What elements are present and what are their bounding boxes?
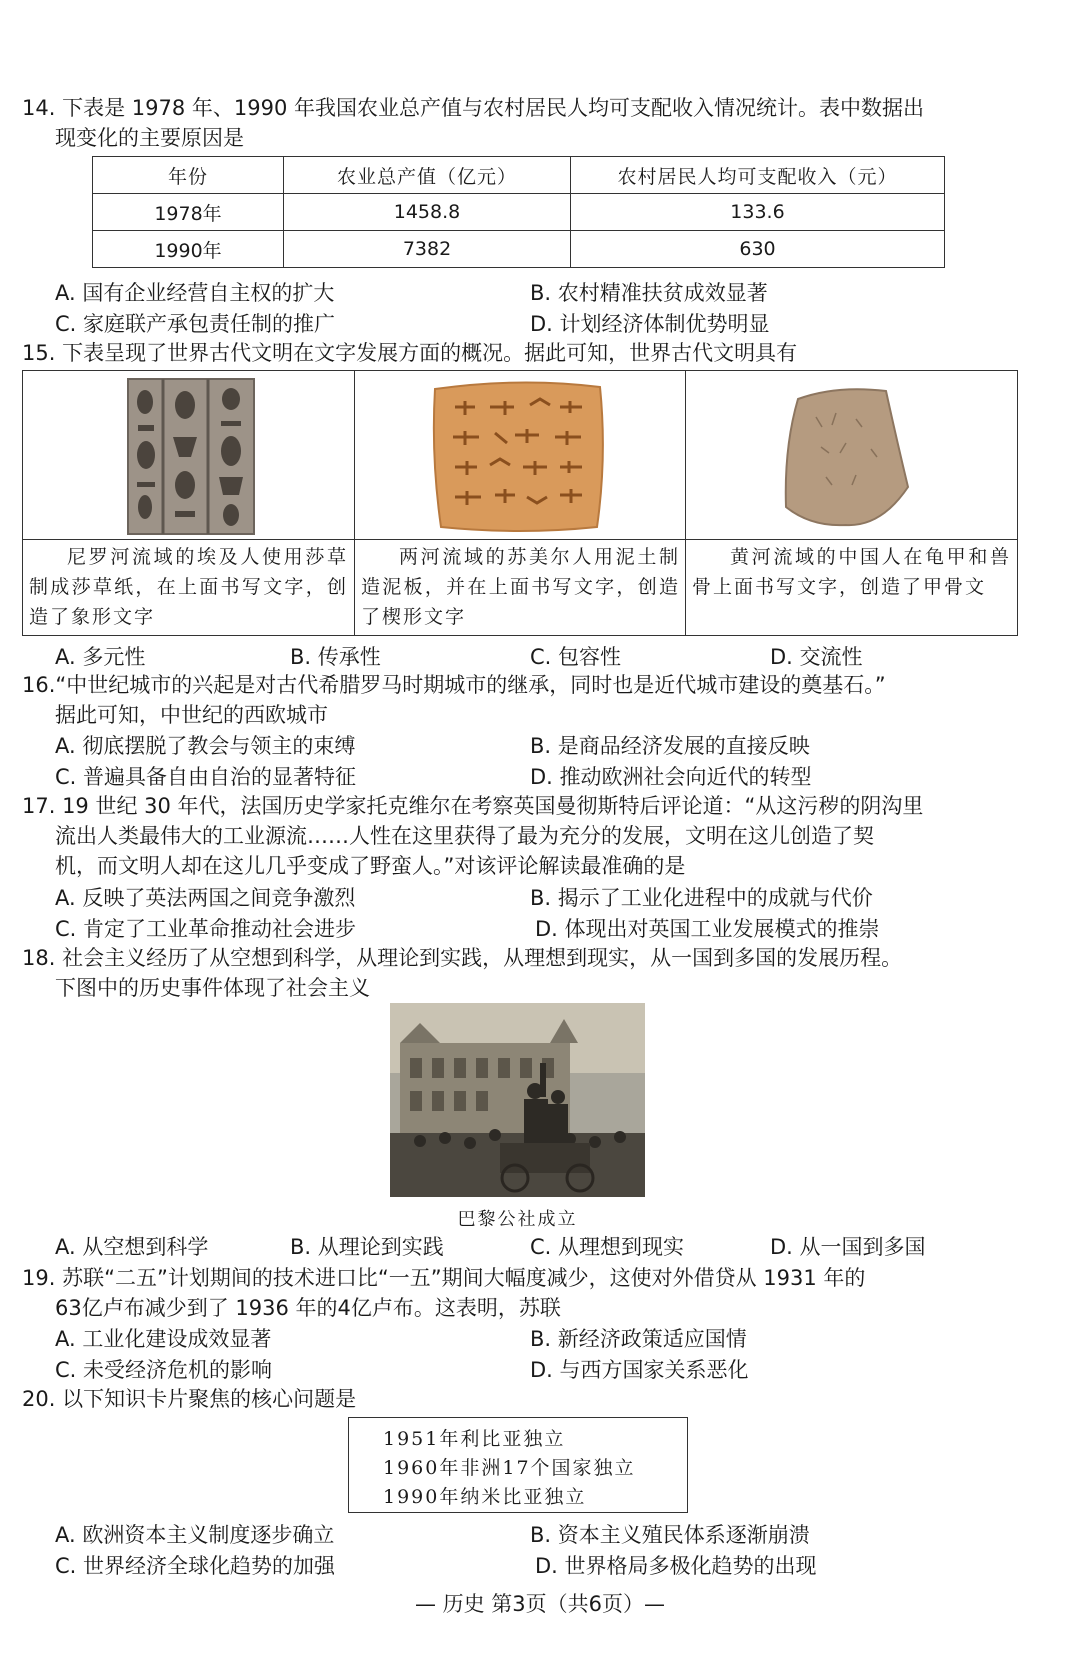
civilization-cell-china bbox=[685, 371, 1017, 635]
option-d[interactable]: D. 计划经济体制优势明显 bbox=[530, 312, 770, 336]
question-16-stem-line2: 据此可知，中世纪的西欧城市 bbox=[55, 703, 328, 727]
table-header-cell: 农村居民人均可支配收入（元） bbox=[571, 157, 945, 194]
question-19-stem-line1: 19. 苏联“二五”计划期间的技术进口比“一五”期间大幅度减少，这使对外借贷从 1931 年的 bbox=[22, 1266, 866, 1290]
image-caption: 巴黎公社成立 bbox=[457, 1209, 578, 1230]
table-header-cell: 农业总产值（亿元） bbox=[284, 157, 571, 194]
option-a[interactable]: A. 从空想到科学 bbox=[55, 1235, 209, 1259]
civilization-text-egypt: 尼罗河流域的埃及人使用莎草制成莎草纸，在上面书写文字，创造了象形文字 bbox=[23, 539, 354, 635]
question-17 bbox=[22, 791, 1052, 881]
option-a[interactable]: A. 彻底摆脱了教会与领主的束缚 bbox=[55, 734, 356, 758]
question-17-stem-line1: 17. 19 世纪 30 年代，法国历史学家托克维尔在考察英国曼彻斯特后评论道：“从这污秽的阴沟里 bbox=[22, 794, 924, 818]
table-row bbox=[93, 231, 945, 268]
question-15-stem: 15. 下表呈现了世界古代文明在文字发展方面的概况。据此可知，世界古代文明具有 bbox=[22, 341, 798, 365]
table-cell: 1990年 bbox=[93, 231, 284, 268]
option-d[interactable]: D. 世界格局多极化趋势的出现 bbox=[535, 1554, 817, 1578]
option-a[interactable]: A. 国有企业经营自主权的扩大 bbox=[55, 281, 335, 305]
option-b[interactable]: B. 是商品经济发展的直接反映 bbox=[530, 734, 810, 758]
question-15 bbox=[22, 338, 1052, 368]
option-a[interactable]: A. 多元性 bbox=[55, 645, 146, 669]
option-b[interactable]: B. 农村精准扶贫成效显著 bbox=[530, 281, 768, 305]
option-b[interactable]: B. 资本主义殖民体系逐渐崩溃 bbox=[530, 1523, 810, 1547]
option-c[interactable]: C. 家庭联产承包责任制的推广 bbox=[55, 312, 336, 336]
option-c[interactable]: C. 肯定了工业革命推动社会进步 bbox=[55, 917, 357, 941]
question-18 bbox=[22, 943, 1052, 1003]
option-c[interactable]: C. 普遍具备自由自治的显著特征 bbox=[55, 765, 357, 789]
option-c[interactable]: C. 从理想到现实 bbox=[530, 1235, 685, 1259]
oracle-bone-image bbox=[686, 377, 1017, 537]
option-d[interactable]: D. 交流性 bbox=[770, 645, 863, 669]
question-20 bbox=[22, 1384, 1052, 1414]
question-14 bbox=[22, 93, 1052, 153]
table-cell: 7382 bbox=[284, 231, 571, 268]
paris-commune-engraving bbox=[390, 1003, 645, 1197]
civilization-text-china: 黄河流域的中国人在龟甲和兽骨上面书写文字，创造了甲骨文 bbox=[686, 539, 1017, 635]
option-d[interactable]: D. 推动欧洲社会向近代的转型 bbox=[530, 765, 812, 789]
card-line: 1951年利比亚独立 bbox=[383, 1428, 566, 1450]
option-d[interactable]: D. 体现出对英国工业发展模式的推崇 bbox=[535, 917, 880, 941]
question-16 bbox=[22, 670, 1052, 730]
option-c[interactable]: C. 世界经济全球化趋势的加强 bbox=[55, 1554, 336, 1578]
option-a[interactable]: A. 反映了英法两国之间竞争激烈 bbox=[55, 886, 356, 910]
knowledge-card bbox=[348, 1417, 688, 1513]
table-cell: 1978年 bbox=[93, 194, 284, 231]
table-cell: 630 bbox=[571, 231, 945, 268]
table-cell: 133.6 bbox=[571, 194, 945, 231]
page-footer: — 历史 第3页（共6页）— bbox=[414, 1592, 666, 1616]
card-line: 1960年非洲17个国家独立 bbox=[383, 1457, 636, 1479]
option-c[interactable]: C. 包容性 bbox=[530, 645, 622, 669]
question-14-stem-line2: 现变化的主要原因是 bbox=[55, 126, 244, 150]
option-a[interactable]: A. 工业化建设成效显著 bbox=[55, 1327, 272, 1351]
civilization-cell-egypt bbox=[23, 371, 354, 635]
civilization-table bbox=[22, 370, 1018, 636]
question-19-stem-line2: 63亿卢布减少到了 1936 年的4亿卢布。这表明，苏联 bbox=[55, 1296, 561, 1320]
option-c[interactable]: C. 未受经济危机的影响 bbox=[55, 1358, 273, 1382]
question-17-stem-line3: 机，而文明人却在这儿几乎变成了野蛮人。”对该评论解读最准确的是 bbox=[55, 854, 686, 878]
civilization-cell-mesopotamia bbox=[354, 371, 686, 635]
hieroglyph-stone-image bbox=[23, 377, 354, 537]
question-20-stem: 20. 以下知识卡片聚焦的核心问题是 bbox=[22, 1387, 357, 1411]
option-a[interactable]: A. 欧洲资本主义制度逐步确立 bbox=[55, 1523, 335, 1547]
option-b[interactable]: B. 新经济政策适应国情 bbox=[530, 1327, 747, 1351]
question-14-stem-line1: 14. 下表是 1978 年、1990 年我国农业总产值与农村居民人均可支配收入情况统计。表中数据出 bbox=[22, 96, 924, 120]
option-b[interactable]: B. 传承性 bbox=[290, 645, 381, 669]
table-header-row bbox=[93, 157, 945, 194]
civilization-text-mesopotamia: 两河流域的苏美尔人用泥土制造泥板，并在上面书写文字，创造了楔形文字 bbox=[355, 539, 686, 635]
option-d[interactable]: D. 与西方国家关系恶化 bbox=[530, 1358, 749, 1382]
question-18-stem-line1: 18. 社会主义经历了从空想到科学，从理论到实践，从理想到现实，从一国到多国的发展历程。 bbox=[22, 946, 903, 970]
table-cell: 1458.8 bbox=[284, 194, 571, 231]
table-row bbox=[93, 194, 945, 231]
question-18-stem-line2: 下图中的历史事件体现了社会主义 bbox=[55, 976, 370, 1000]
question-16-stem-line1: 16.“中世纪城市的兴起是对古代希腊罗马时期城市的继承，同时也是近代城市建设的奠基石。” bbox=[22, 673, 886, 697]
table-header-cell: 年份 bbox=[93, 157, 284, 194]
agriculture-income-table bbox=[92, 156, 945, 268]
question-19 bbox=[22, 1263, 1052, 1323]
option-d[interactable]: D. 从一国到多国 bbox=[770, 1235, 926, 1259]
option-b[interactable]: B. 从理论到实践 bbox=[290, 1235, 444, 1259]
question-17-stem-line2: 流出人类最伟大的工业源流……人性在这里获得了最为充分的发展，文明在这儿创造了契 bbox=[55, 824, 874, 848]
card-line: 1990年纳米比亚独立 bbox=[383, 1486, 587, 1508]
option-b[interactable]: B. 揭示了工业化进程中的成就与代价 bbox=[530, 886, 873, 910]
cuneiform-clay-tablet-image bbox=[355, 377, 686, 537]
